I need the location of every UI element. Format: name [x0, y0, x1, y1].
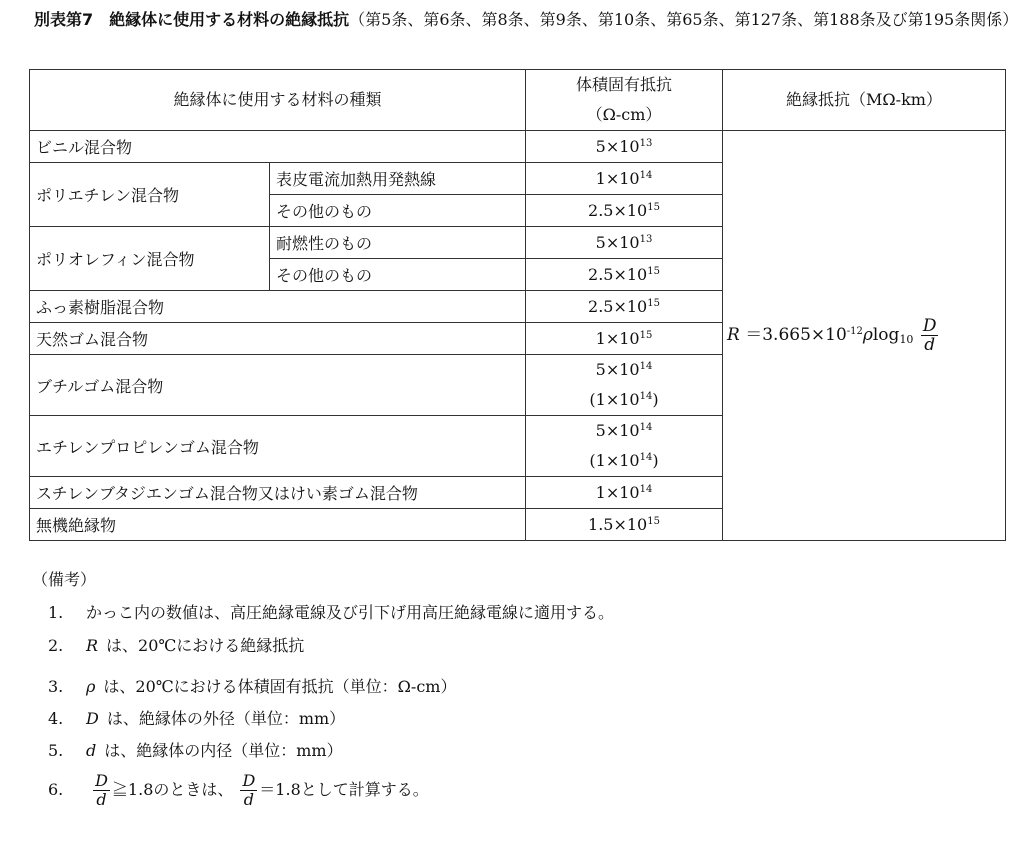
material-name: 天然ゴム混合物 — [30, 323, 526, 355]
remark-6-fraction-2: $\frac{D}{d}$ — [242, 771, 256, 809]
material-subtype: 表皮電流加熱用発熱線 — [270, 163, 526, 195]
formula-log-base: 10 — [899, 333, 914, 346]
material-name: 無機絶縁物 — [30, 509, 526, 541]
title-articles: （第5条、第6条、第8条、第9条、第10条、第65条、第127条、第188条及び第195条関係） — [349, 10, 1019, 29]
material-name: エチレンプロピレンゴム混合物 — [30, 416, 526, 477]
resistivity-value: $1\times 10^{14}$ — [526, 163, 723, 195]
table-row — [30, 131, 1006, 163]
remark-6-fraction-1: $\frac{D}{d}$ — [95, 771, 108, 809]
insulation-formula — [723, 131, 1006, 541]
table-header-row — [30, 70, 1006, 131]
material-subtype: その他のもの — [270, 259, 526, 291]
remark-5: 5. d は、絶縁体の内径（単位：mm） — [48, 741, 343, 760]
resistivity-value: $5\times 10^{14}$ $(1\times 10^{14})$ — [526, 416, 723, 477]
remark-6: 6. $\frac{D}{d}$ ≧1.8のときは、 $\frac{D}{d}$ ＝1.8として計算する。 — [48, 771, 429, 809]
resistivity-value: $1\times 10^{15}$ — [526, 323, 723, 355]
title-main: 別表第7 絶縁体に使用する材料の絶縁抵抗 — [34, 10, 350, 29]
document-title — [34, 8, 1019, 32]
resistivity-value: $2.5\times 10^{15}$ — [526, 195, 723, 227]
formula-r: R — [727, 325, 740, 345]
remark-4: 4. D は、絶縁体の外径（単位：mm） — [48, 709, 346, 728]
remark-1: 1. かっこ内の数値は、高圧絶縁電線及び引下げ用高圧絶縁電線に適用する。 — [48, 603, 615, 622]
material-name: ふっ素樹脂混合物 — [30, 291, 526, 323]
resistivity-value: $1\times 10^{14}$ — [526, 477, 723, 509]
material-name: ポリオレフィン混合物 — [30, 227, 270, 291]
header-insulation: 絶縁抵抗（MΩ-km） — [723, 70, 1006, 131]
remarks-heading: （備考） — [32, 570, 97, 589]
resistivity-value: $5\times 10^{13}$ — [526, 131, 723, 163]
formula-exponent: -12 — [846, 326, 863, 337]
resistivity-value: $5\times 10^{13}$ — [526, 227, 723, 259]
material-name: スチレンブタジエンゴム混合物又はけい素ゴム混合物 — [30, 477, 526, 509]
insulation-resistance-table — [29, 69, 1006, 541]
material-name: ブチルゴム混合物 — [30, 355, 526, 416]
header-resistivity-unit: （Ω-cm） — [586, 105, 662, 124]
resistivity-value: $2.5\times 10^{15}$ — [526, 259, 723, 291]
remark-2: 2. R は、20℃における絶縁抵抗 — [48, 636, 305, 655]
material-subtype: 耐燃性のもの — [270, 227, 526, 259]
formula-log: log — [872, 325, 900, 345]
resistivity-value: $2.5\times 10^{15}$ — [526, 291, 723, 323]
header-material: 絶縁体に使用する材料の種類 — [30, 70, 526, 131]
resistivity-value: $1.5\times 10^{15}$ — [526, 509, 723, 541]
material-name: ポリエチレン混合物 — [30, 163, 270, 227]
formula-coefficient: ＝3.665×10 — [745, 325, 847, 345]
header-resistivity — [526, 70, 723, 131]
material-name: ビニル混合物 — [30, 131, 526, 163]
formula-fraction: $\frac{D}{d}$ — [922, 316, 937, 355]
resistivity-value: $5\times 10^{14}$ $(1\times 10^{14})$ — [526, 355, 723, 416]
formula-rho: ρ — [862, 325, 873, 345]
material-subtype: その他のもの — [270, 195, 526, 227]
remark-3: 3. ρ は、20℃における体積固有抵抗（単位：Ω-cm） — [48, 677, 457, 696]
header-resistivity-label: 体積固有抵抗 — [575, 75, 672, 94]
